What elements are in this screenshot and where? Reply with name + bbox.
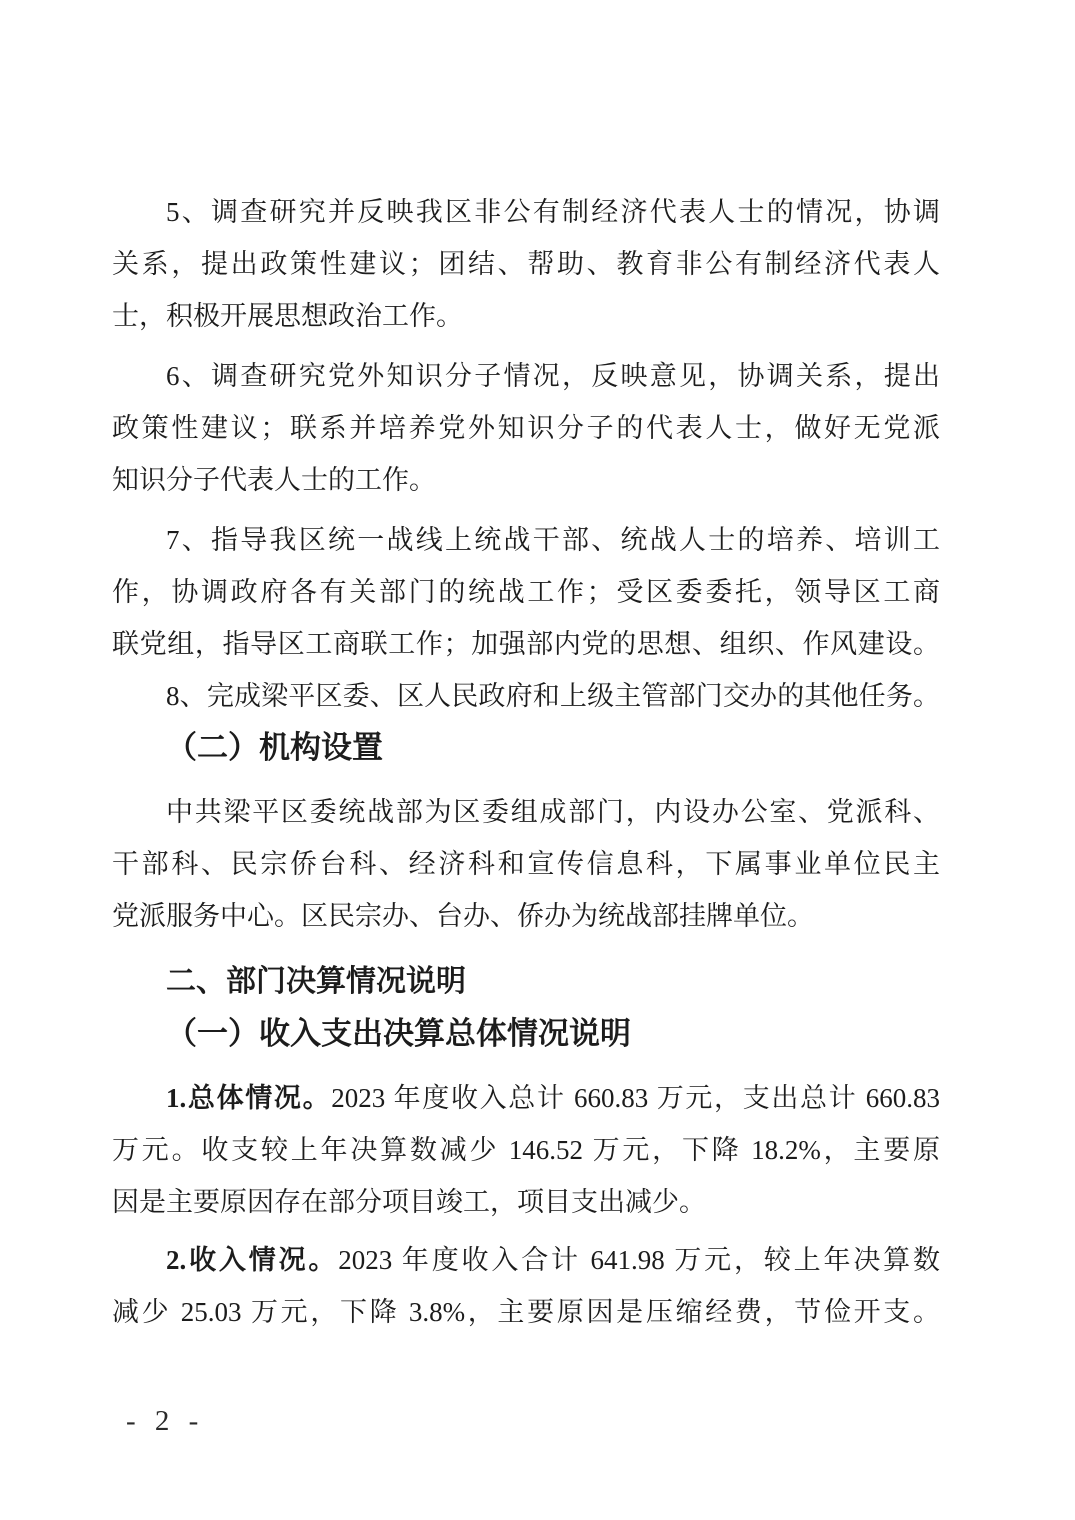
paragraph-org (112, 786, 940, 942)
paragraph-text: 2023 年度收入合计 641.98 万元，较上年决算数 (338, 1245, 941, 1275)
paragraph-item-7 (112, 514, 940, 670)
text-line: 联党组，指导区工商联工作；加强部内党的思想、组织、作风建设。 (112, 629, 940, 659)
text-line: 知识分子代表人士的工作。 (112, 465, 436, 495)
text-line: 7、指导我区统一战线上统战干部、统战人士的培养、培训工 (166, 525, 940, 555)
text-line: 5、调查研究并反映我区非公有制经济代表人士的情况，协调 (166, 197, 940, 227)
heading-org-setup: （二）机构设置 (166, 730, 383, 765)
paragraph-item-6 (112, 350, 940, 506)
text-line: 士，积极开展思想政治工作。 (112, 301, 463, 331)
text-line (112, 1234, 940, 1286)
text-line: 政策性建议；联系并培养党外知识分子的代表人士，做好无党派 (112, 413, 940, 443)
text-line: 干部科、民宗侨台科、经济科和宣传信息科，下属事业单位民主 (112, 849, 940, 879)
text-line: 8、完成梁平区委、区人民政府和上级主管部门交办的其他任务。 (166, 681, 940, 711)
document-body (112, 186, 940, 1338)
paragraph-overall-situation (112, 1072, 940, 1228)
page-number: - 2 - (126, 1405, 205, 1437)
text-line: 减少 25.03 万元，下降 3.8%，主要原因是压缩经费，节俭开支。 (112, 1297, 940, 1327)
heading-income-expense-overview: （一）收入支出决算总体情况说明 (166, 1016, 631, 1051)
paragraph-text: 2023 年度收入总计 660.83 万元，支出总计 660.83 (331, 1083, 941, 1113)
text-line: 因是主要原因存在部分项目竣工，项目支出减少。 (112, 1187, 706, 1217)
paragraph-lead: 1.总体情况。 (166, 1083, 332, 1113)
paragraph-lead: 2.收入情况。 (166, 1245, 339, 1275)
paragraph-item-8 (112, 670, 940, 722)
text-line: 作，协调政府各有关部门的统战工作；受区委委托，领导区工商 (112, 577, 940, 607)
text-line: 中共梁平区委统战部为区委组成部门，内设办公室、党派科、 (166, 797, 940, 827)
text-line: 关系，提出政策性建议；团结、帮助、教育非公有制经济代表人 (112, 249, 940, 279)
paragraph-income-situation (112, 1234, 940, 1338)
paragraph-item-5 (112, 186, 940, 342)
heading-section-2: 二、部门决算情况说明 (166, 965, 466, 998)
text-line: 6、调查研究党外知识分子情况，反映意见，协调关系，提出 (166, 361, 940, 391)
text-line (112, 1072, 940, 1124)
text-line: 万元。收支较上年决算数减少 146.52 万元，下降 18.2%，主要原 (112, 1135, 940, 1165)
text-line: 党派服务中心。区民宗办、台办、侨办为统战部挂牌单位。 (112, 901, 814, 931)
